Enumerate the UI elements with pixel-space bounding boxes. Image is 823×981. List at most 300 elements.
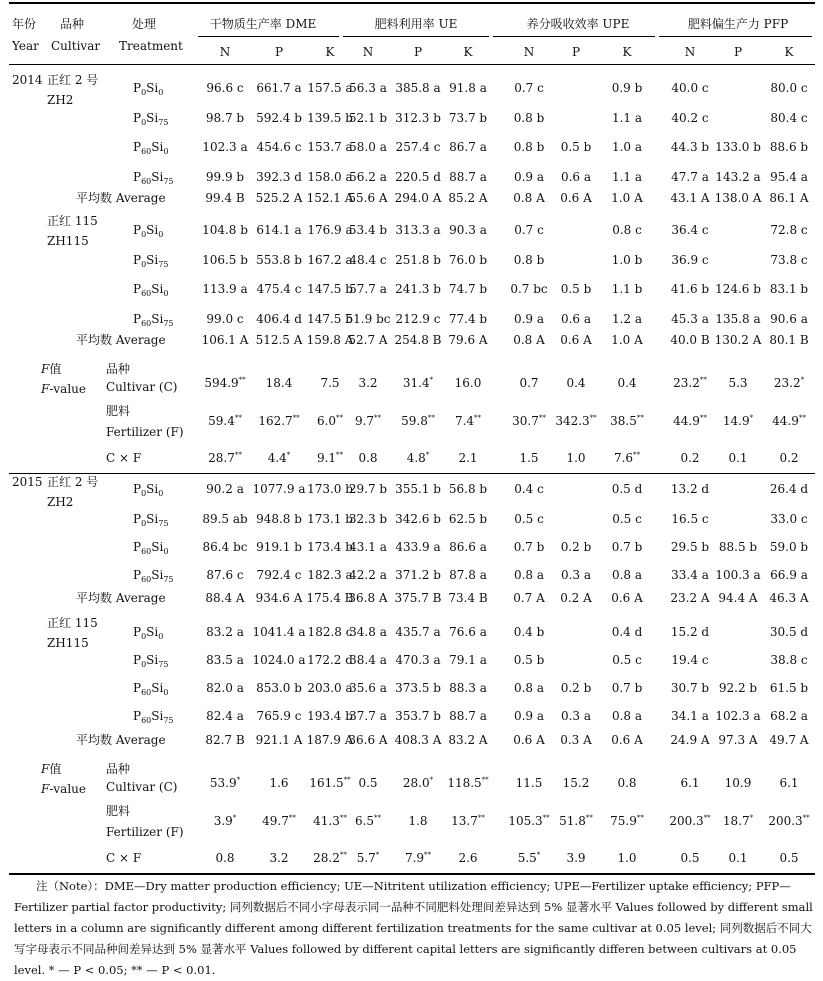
significance-mark: ** [336,414,344,422]
table-cell: 765.9 c [256,709,302,723]
significance-mark: ** [589,414,597,422]
f-value-cell [313,814,347,828]
treatment-p: P [133,253,142,267]
average-label: 平均数 Average [76,191,166,205]
treatment-p-rate: 0 [141,118,147,127]
column-subheader: K [784,45,794,59]
average-cell: 94.4 A [718,591,758,605]
treatment-header-cn: 处理 [132,17,157,31]
f-value-cell [617,376,636,390]
table-cell: 470.3 a [395,653,441,667]
table-cell: 182.3 a [307,568,353,582]
f-value-cell [309,776,350,790]
table-cell: 203.0 a [307,681,353,695]
f-value-cell [563,776,590,790]
f-value-cell [208,451,242,465]
table-cell: 124.6 b [715,282,761,296]
f-value-cell [358,776,377,790]
table-cell: 87.6 c [206,568,244,582]
year-header-en: Year [12,39,39,53]
treatment-p-rate: 0 [141,660,147,669]
f-value-cell [555,414,596,428]
table-cell: 0.2 b [560,681,592,695]
table-cell: 13.2 d [670,482,710,496]
f-number: 3.2 [358,376,378,390]
f-value-cell [779,851,798,865]
table-cell: 76.0 b [448,253,488,267]
significance-mark: * [429,376,434,384]
significance-mark: ** [699,376,707,384]
significance-mark: ** [424,851,432,859]
f-source-en: Cultivar (C) [106,780,178,794]
f-value-cell [669,814,710,828]
f-value-cell [455,414,481,428]
f-value-cell [617,851,636,865]
table-cell: 83.1 b [769,282,809,296]
table-cell: 0.8 b [513,253,545,267]
table-top-rule [9,2,815,4]
f-number: 0.2 [680,451,700,465]
treatment-si-rate: 0 [163,688,169,697]
average-cell: 175.4 B [306,591,354,605]
f-value-cell [772,414,806,428]
significance-mark: ** [802,814,810,822]
average-cell: 83.2 A [448,733,488,747]
significance-mark: ** [798,414,806,422]
f-number: 200.3 [768,814,803,828]
f-number: 0.4 [617,376,637,390]
treatment-label [133,512,168,526]
table-cell: 89.5 ab [202,512,248,526]
f-value-cell [779,451,798,465]
table-cell: 44.3 b [670,140,710,154]
significance-mark: ** [636,814,644,822]
f-letter: F [41,382,50,396]
f-number: 53.9 [209,776,237,790]
average-cell: 40.0 B [670,333,710,347]
treatment-label [133,681,168,695]
f-value-cell [768,814,809,828]
cultivar-name-en: ZH115 [47,234,89,248]
group-underline [198,36,339,37]
f-value-cell [358,376,377,390]
f-number: 44.9 [772,414,799,428]
f-number: 342.3 [555,414,590,428]
table-cell: 0.8 a [611,709,643,723]
table-cell: 82.0 a [206,681,244,695]
f-number: 0.5 [680,851,700,865]
table-cell: 0.9 b [611,81,643,95]
significance-mark: ** [339,851,347,859]
f-number: 7.9 [404,851,425,865]
significance-mark: ** [699,414,707,422]
table-cell: 342.6 b [395,512,441,526]
treatment-si-rate: 75 [163,177,174,186]
table-cell: 41.6 b [670,282,710,296]
treatment-p: P [133,282,142,296]
treatment-p-rate: 60 [141,575,152,584]
table-cell: 33.4 a [671,568,709,582]
treatment-si: Si [151,681,164,695]
significance-mark: ** [703,814,711,822]
table-cell: 1.1 a [611,170,643,184]
f-value-cell [617,776,636,790]
f-number: 2.1 [458,451,478,465]
f-value-cell [455,376,482,390]
f-number: 16.0 [454,376,482,390]
f-value-cell [403,776,433,790]
f-value-cell [269,851,288,865]
significance-mark: ** [538,414,546,422]
f-value-cell [258,414,299,428]
average-cell: 0.6 A [513,733,545,747]
f-value-cell [559,814,593,828]
table-cell: 90.6 a [770,312,808,326]
table-cell: 592.4 b [256,111,302,125]
treatment-si: Si [146,482,159,496]
table-cell: 106.5 b [202,253,248,267]
significance-mark: ** [336,451,344,459]
table-cell: 15.2 d [670,625,710,639]
f-value-cell [458,451,477,465]
average-cell: 24.9 A [670,733,710,747]
f-value-cell [355,414,381,428]
f-value-label-en [41,382,86,396]
treatment-p: P [133,111,142,125]
average-cell: 921.1 A [255,733,303,747]
year-header-cn: 年份 [12,17,37,31]
average-cell: 0.7 A [513,591,545,605]
year-label: 2014 [12,73,43,87]
f-number: 31.4 [402,376,430,390]
average-cell: 138.0 A [714,191,762,205]
significance-mark: ** [474,414,482,422]
column-group-header: 养分吸收效率 UPE [526,17,630,31]
column-subheader: P [571,45,581,59]
table-cell: 0.3 a [560,709,592,723]
table-cell: 29.5 b [670,540,710,554]
table-cell: 38.4 a [349,653,387,667]
f-source-en: Cultivar (C) [106,380,178,394]
table-cell: 257.4 c [395,140,441,154]
f-number: 200.3 [669,814,704,828]
treatment-si: Si [151,312,164,326]
table-cell: 79.1 a [449,653,487,667]
f-number: 75.9 [610,814,637,828]
table-cell: 73.8 c [770,253,808,267]
table-cell: 83.5 a [206,653,244,667]
f-value-cell [268,451,291,465]
table-cell: 45.3 a [671,312,709,326]
table-cell: 1024.0 a [252,653,306,667]
table-cell: 30.5 d [769,625,809,639]
treatment-si-rate: 75 [163,716,174,725]
f-value-cell [358,451,377,465]
column-subheader: N [362,45,374,59]
significance-mark: * [536,851,541,859]
f-value-cn: 值 [49,762,62,776]
significance-mark: ** [477,814,485,822]
table-cell: 90.2 a [206,482,244,496]
f-value-cell [451,814,485,828]
f-number: 11.5 [515,776,543,790]
average-cell: 73.4 B [448,591,488,605]
treatment-label [133,111,168,125]
average-cell: 0.6 A [611,733,643,747]
f-value-cell [357,851,380,865]
significance-mark: ** [427,414,435,422]
f-value-cell [215,851,234,865]
table-cell: 385.8 a [395,81,441,95]
table-cell: 99.9 b [205,170,245,184]
table-cell: 353.7 b [395,709,441,723]
table-cell: 251.8 b [395,253,441,267]
table-cell: 0.9 a [513,170,545,184]
table-cell: 135.8 a [715,312,761,326]
table-cell: 241.3 b [395,282,441,296]
average-cell: 23.2 A [670,591,710,605]
table-cell: 88.6 b [769,140,809,154]
f-value-cell [566,451,585,465]
f-value-cell [447,776,488,790]
f-source-en: Fertilizer (F) [106,425,184,439]
table-cell: 34.1 a [671,709,709,723]
table-cell: 0.8 c [612,223,642,237]
table-cell: 51.9 bc [345,312,391,326]
treatment-si-rate: 75 [158,660,169,669]
f-number: 6.1 [680,776,700,790]
treatment-label [133,709,174,723]
treatment-p: P [133,140,142,154]
treatment-si-rate: 75 [163,319,174,328]
treatment-label [133,170,174,184]
table-cell: 68.2 a [770,709,808,723]
f-number: 0.8 [215,851,235,865]
average-cell: 187.9 A [306,733,354,747]
f-number: 7.6 [613,451,634,465]
f-value-cell [266,376,293,390]
f-value-cell [774,376,804,390]
f-number: 7.4 [454,414,475,428]
average-cell: 0.3 A [560,733,592,747]
average-cell: 36.6 A [348,733,388,747]
f-value-cell [519,376,538,390]
table-cell: 553.8 b [256,253,302,267]
f-value-cell [317,451,343,465]
f-number: 1.5 [519,451,539,465]
f-value-cell [204,376,245,390]
f-number: 0.1 [728,851,748,865]
f-number: 118.5 [447,776,482,790]
significance-mark: * [429,776,434,784]
f-value-cell [566,376,585,390]
significance-mark: ** [234,414,242,422]
table-cell: 30.7 b [670,681,710,695]
significance-mark: ** [374,414,382,422]
table-cell: 147.5 b [307,312,353,326]
average-cell: 36.8 A [348,591,388,605]
f-value-cell [566,851,585,865]
table-cell: 102.3 a [202,140,248,154]
table-cell: 1041.4 a [252,625,306,639]
table-cell: 88.7 a [449,170,487,184]
f-number: 0.1 [728,451,748,465]
table-cell: 212.9 c [395,312,441,326]
table-cell: 0.7 b [611,681,643,695]
f-number: 0.7 [519,376,539,390]
significance-mark: ** [585,814,593,822]
f-value-cell [516,776,543,790]
f-value-cell [458,851,477,865]
table-cell: 42.2 a [349,568,387,582]
significance-mark: * [749,414,754,422]
f-source-cn: 肥料 [106,404,131,418]
table-cell: 72.8 c [770,223,808,237]
treatment-si-rate: 0 [158,632,164,641]
table-cell: 16.5 c [671,512,709,526]
significance-mark: ** [238,376,246,384]
f-number: 28.2 [313,851,340,865]
significance-mark: * [749,814,754,822]
cultivar-header-cn: 品种 [60,17,85,31]
significance-mark: ** [288,814,296,822]
table-cell: 133.0 b [715,140,761,154]
column-subheader: N [219,45,231,59]
table-cell: 1.0 b [611,253,643,267]
significance-mark: ** [234,451,242,459]
table-cell: 0.8 b [513,140,545,154]
average-cell: 55.6 A [348,191,388,205]
treatment-si-rate: 75 [158,260,169,269]
f-value-cell [408,814,427,828]
average-label: 平均数 Average [76,591,166,605]
f-number: 5.3 [728,376,748,390]
average-cell: 152.1 A [306,191,354,205]
treatment-si: Si [151,140,164,154]
table-cell: 34.8 a [349,625,387,639]
table-cell: 661.7 a [256,81,302,95]
column-group-header: 干物质生产率 DME [209,17,317,31]
f-source-interaction: C × F [106,451,142,465]
table-cell: 0.4 c [514,482,544,496]
table-cell: 435.7 a [395,625,441,639]
treatment-si-rate: 0 [158,88,164,97]
table-cell: 36.4 c [671,223,709,237]
f-number: 15.2 [562,776,590,790]
f-value-cell [518,851,541,865]
f-value-cell [512,414,546,428]
treatment-p: P [133,568,142,582]
table-cell: 355.1 b [395,482,441,496]
f-value-cell [401,414,435,428]
average-cell: 159.8 A [306,333,354,347]
f-number: 6.5 [354,814,375,828]
table-cell: 792.4 c [256,568,302,582]
average-cell: 512.5 A [255,333,303,347]
treatment-si-rate: 0 [158,230,164,239]
significance-mark: ** [339,814,347,822]
f-value-cell [728,376,747,390]
average-cell: 130.2 A [714,333,762,347]
f-value-cell [210,776,240,790]
table-cell: 88.3 a [449,681,487,695]
table-cell: 40.2 c [671,111,709,125]
table-cell: 95.4 a [770,170,808,184]
table-cell: 76.6 a [449,625,487,639]
average-cell: 0.6 A [560,191,592,205]
treatment-label [133,140,168,154]
f-number: 13.7 [451,814,478,828]
f-number: 0.5 [779,851,799,865]
treatment-p-rate: 0 [141,632,147,641]
table-cell: 1.1 a [611,111,643,125]
table-cell: 36.9 c [671,253,709,267]
average-cell: 82.7 B [205,733,245,747]
treatment-label [133,282,168,296]
column-subheader: P [274,45,284,59]
treatment-si: Si [146,512,159,526]
f-number: 7.5 [320,376,340,390]
table-cell: 0.4 d [611,625,643,639]
table-cell: 86.6 a [449,540,487,554]
f-value-cell [208,414,242,428]
treatment-si-rate: 75 [158,118,169,127]
table-cell: 66.9 a [770,568,808,582]
average-cell: 408.3 A [394,733,442,747]
treatment-p-rate: 60 [141,547,152,556]
f-number: 6.1 [779,776,799,790]
group-underline [493,36,655,37]
table-cell: 88.7 a [449,709,487,723]
average-cell: 80.1 B [769,333,809,347]
average-cell: 934.6 A [255,591,303,605]
table-cell: 0.9 a [513,709,545,723]
table-cell: 80.0 c [770,81,808,95]
treatment-p-rate: 0 [141,519,147,528]
average-label: 平均数 Average [76,733,166,747]
f-number: 1.0 [566,451,586,465]
significance-mark: * [375,851,380,859]
table-cell: 406.4 d [256,312,302,326]
table-cell: 52.1 b [348,111,388,125]
table-cell: 0.5 c [612,653,642,667]
table-cell: 147.5 b [307,282,353,296]
table-cell: 59.0 b [769,540,809,554]
f-value-cell [610,814,644,828]
average-cell: 97.3 A [718,733,758,747]
f-value-cell [728,851,747,865]
table-cell: 74.7 b [448,282,488,296]
f-number: 18.7 [722,814,750,828]
column-group-header: 肥料利用率 UE [374,17,458,31]
table-cell: 853.0 b [256,681,302,695]
f-value-cell [407,451,430,465]
table-cell: 38.8 c [770,653,808,667]
table-cell: 86.7 a [449,140,487,154]
f-number: 0.8 [358,451,378,465]
f-number: 3.9 [566,851,586,865]
average-cell: 86.1 A [769,191,809,205]
average-cell: 52.7 A [348,333,388,347]
f-number: 4.4 [267,451,287,465]
column-subheader: N [684,45,696,59]
table-cell: 1077.9 a [252,482,306,496]
table-cell: 62.5 b [448,512,488,526]
f-number: 14.9 [722,414,750,428]
treatment-p: P [133,653,142,667]
f-value-cell [723,414,753,428]
f-number: 0.4 [566,376,586,390]
